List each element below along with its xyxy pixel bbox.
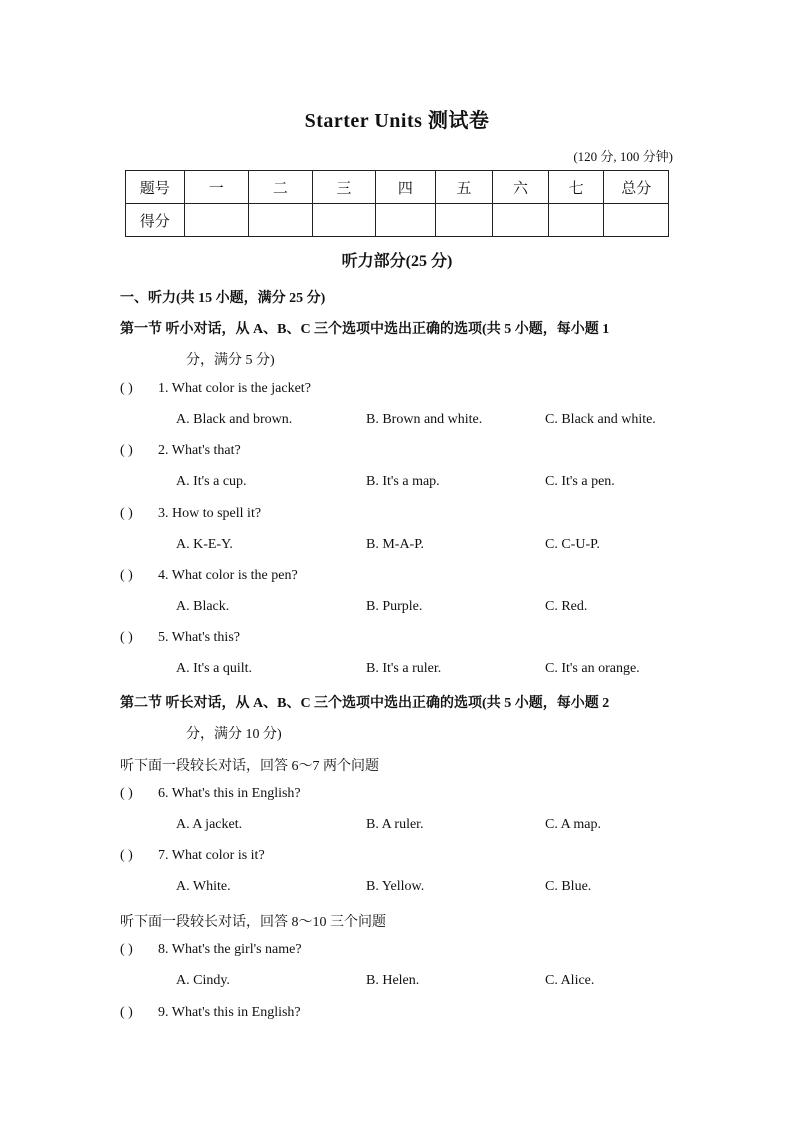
section2-title-line1: 第二节 听长对话，从 A、B、C 三个选项中选出正确的选项(共 5 小题，每小题 2	[120, 696, 610, 711]
part1-title-text: 一、听力(共 15 小题，满分 25 分)	[120, 291, 326, 306]
score-cell[interactable]	[604, 204, 669, 237]
option-b: B. A ruler.	[366, 817, 424, 832]
question-text: 5. What's this?	[158, 630, 240, 645]
question-text: 2. What's that?	[158, 443, 241, 458]
question-text: 7. What color is it?	[158, 848, 265, 863]
question-9	[120, 1005, 301, 1021]
instruction-6-7: 听下面一段较长对话，回答 6～7 两个问题	[120, 759, 379, 774]
section1-title-line1: 第一节 听小对话，从 A、B、C 三个选项中选出正确的选项(共 5 小题，每小题 1	[120, 322, 610, 337]
answer-blank[interactable]: ( )	[120, 443, 133, 458]
score-header-cell: 四	[376, 171, 436, 204]
score-cell[interactable]	[435, 204, 493, 237]
option-c: C. It's a pen.	[545, 474, 615, 489]
answer-blank[interactable]: ( )	[120, 381, 133, 396]
option-a: A. Black.	[176, 599, 230, 614]
question-text: 6. What's this in English?	[158, 786, 301, 801]
score-cell[interactable]	[312, 204, 376, 237]
option-c: C. Red.	[545, 599, 588, 614]
score-cell[interactable]	[376, 204, 436, 237]
question-text: 3. How to spell it?	[158, 506, 262, 521]
score-header-cell: 二	[249, 171, 313, 204]
question-7	[120, 848, 265, 864]
score-row-label: 得分	[126, 204, 185, 237]
answer-blank[interactable]: ( )	[120, 506, 133, 521]
question-1	[120, 381, 311, 397]
listening-heading: 听力部分(25 分)	[341, 253, 453, 270]
score-cell[interactable]	[184, 204, 249, 237]
score-cell[interactable]	[548, 204, 604, 237]
answer-blank[interactable]: ( )	[120, 1005, 133, 1020]
option-b: B. It's a map.	[366, 474, 440, 489]
option-b: B. M-A-P.	[366, 537, 424, 552]
score-header-cell: 六	[493, 171, 549, 204]
section2-title-line2: 分，满分 10 分)	[186, 727, 282, 742]
score-header-cell: 五	[435, 171, 493, 204]
option-c: C. A map.	[545, 817, 602, 832]
option-c: C. Alice.	[545, 973, 595, 988]
option-c: C. C-U-P.	[545, 537, 600, 552]
option-a: A. Black and brown.	[176, 412, 293, 427]
option-a: A. White.	[176, 879, 231, 894]
option-c: C. It's an orange.	[545, 661, 640, 676]
score-header-cell: 三	[312, 171, 376, 204]
question-4	[120, 568, 298, 584]
part1-title	[120, 287, 325, 307]
option-b: B. Purple.	[366, 599, 423, 614]
option-a: A. It's a cup.	[176, 474, 247, 489]
question-5	[120, 630, 240, 646]
answer-blank[interactable]: ( )	[120, 630, 133, 645]
question-text: 1. What color is the jacket?	[158, 381, 311, 396]
option-a: A. Cindy.	[176, 973, 230, 988]
option-b: B. It's a ruler.	[366, 661, 442, 676]
option-c: C. Black and white.	[545, 412, 656, 427]
answer-blank[interactable]: ( )	[120, 942, 133, 957]
question-6	[120, 786, 301, 802]
option-a: A. A jacket.	[176, 817, 243, 832]
exam-meta: (120 分, 100 分钟)	[573, 149, 673, 164]
score-table-header-row	[126, 171, 669, 204]
score-header-cell: 一	[184, 171, 249, 204]
section1-title-line2: 分，满分 5 分)	[186, 353, 275, 368]
option-a: A. K-E-Y.	[176, 537, 233, 552]
score-table-score-row	[126, 204, 669, 237]
question-8	[120, 942, 302, 958]
option-b: B. Helen.	[366, 973, 420, 988]
answer-blank[interactable]: ( )	[120, 848, 133, 863]
question-text: 9. What's this in English?	[158, 1005, 301, 1020]
score-table	[125, 170, 669, 237]
question-text: 4. What color is the pen?	[158, 568, 298, 583]
score-cell[interactable]	[249, 204, 313, 237]
option-a: A. It's a quilt.	[176, 661, 253, 676]
option-c: C. Blue.	[545, 879, 592, 894]
answer-blank[interactable]: ( )	[120, 786, 133, 801]
option-b: B. Brown and white.	[366, 412, 483, 427]
option-b: B. Yellow.	[366, 879, 425, 894]
page-title: Starter Units 测试卷	[304, 110, 490, 132]
instruction-8-10: 听下面一段较长对话，回答 8～10 三个问题	[120, 915, 386, 930]
score-header-cell: 题号	[126, 171, 185, 204]
score-cell[interactable]	[493, 204, 549, 237]
score-header-cell: 七	[548, 171, 604, 204]
question-3	[120, 506, 261, 522]
question-2	[120, 443, 241, 459]
question-text: 8. What's the girl's name?	[158, 942, 302, 957]
answer-blank[interactable]: ( )	[120, 568, 133, 583]
score-header-cell: 总分	[604, 171, 669, 204]
